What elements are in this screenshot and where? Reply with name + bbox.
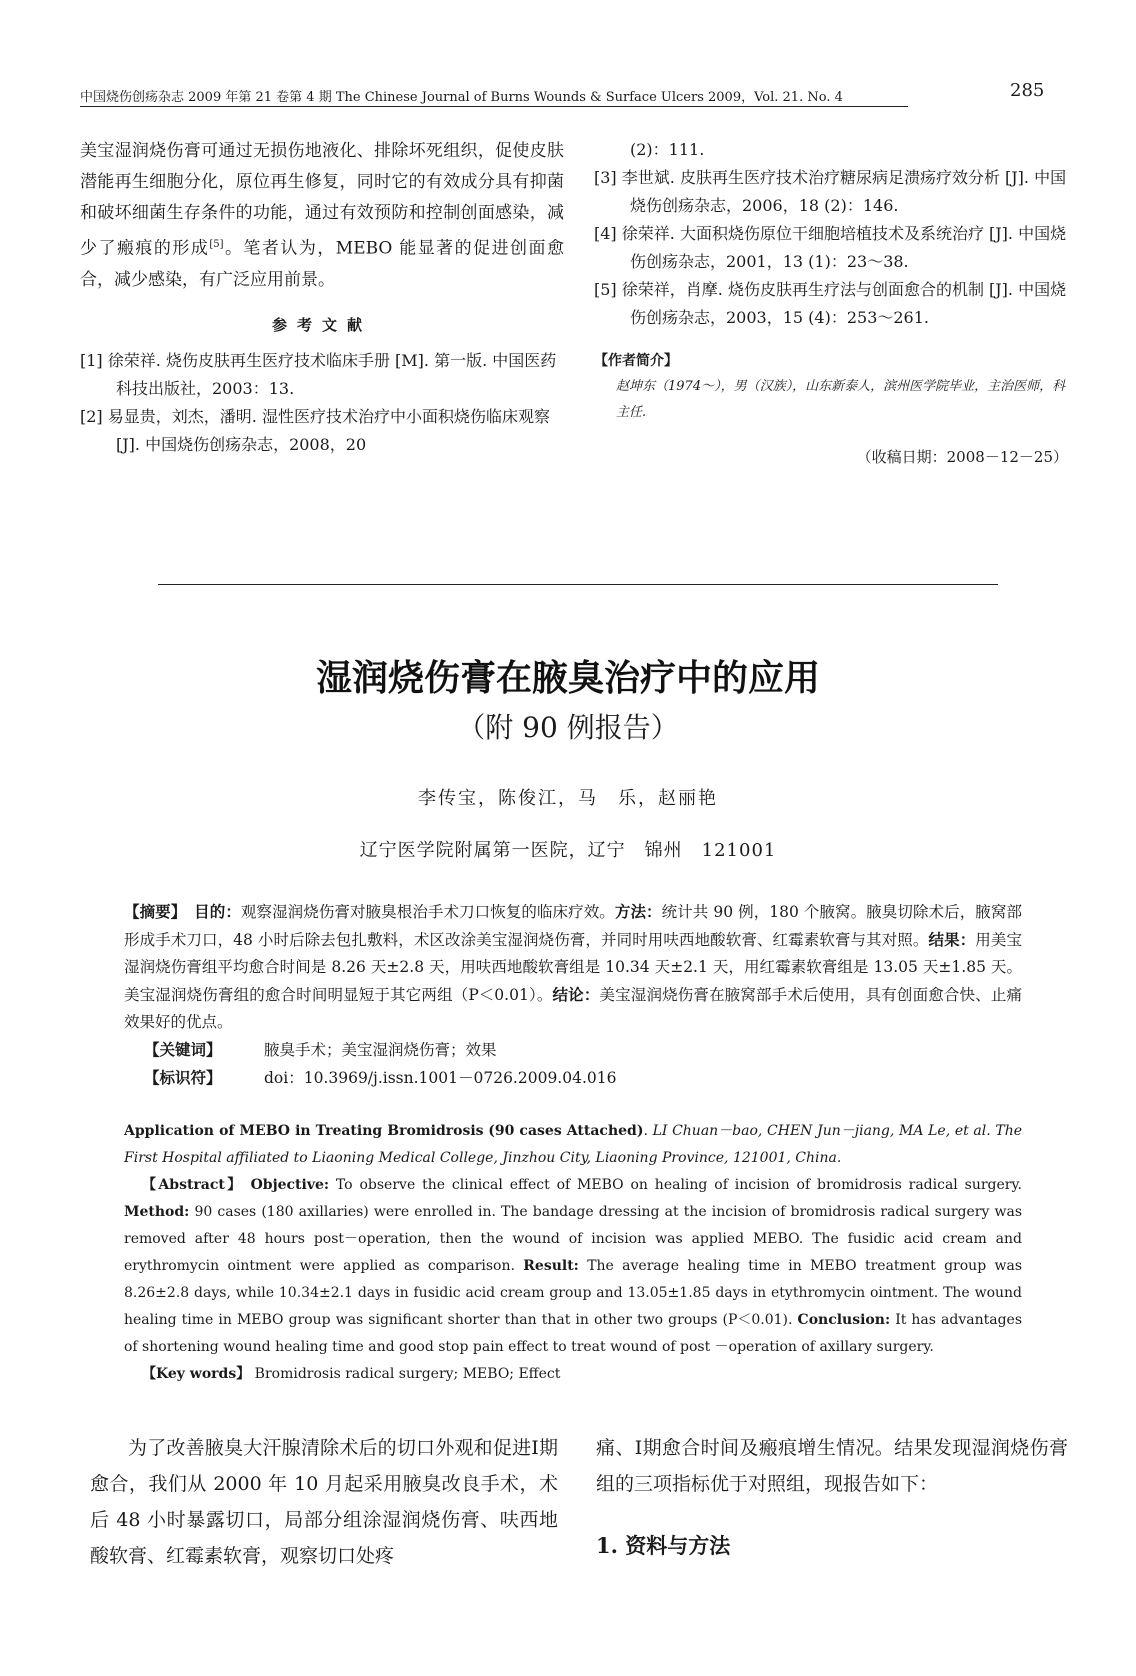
doi-text: doi：10.3969/j.issn.1001－0726.2009.04.016 (264, 1069, 617, 1087)
english-title-line (124, 1118, 1022, 1172)
english-keywords-label: 【Key words】 (142, 1366, 251, 1382)
reference-item (594, 220, 1068, 276)
result-text: 用美宝湿润烧伤膏组平均愈合时间是 8.26 天±2.8 天，用呋西地酸软膏组是 10.34 天±2.1 天，用红霉素软膏组是 13.05 天±1.85 天。美宝湿润烧伤膏组的愈合时间明显短于其它两组（P＜0.01）。 (124, 931, 1022, 1004)
english-objective-label: Objective: (250, 1177, 330, 1193)
result-label: 结果： (928, 930, 976, 949)
reference-item (594, 276, 1068, 332)
conclusion-text: 美宝湿润烧伤膏在腋窝部手术后使用，具有创面愈合快、止痛效果好的优点。 (124, 986, 1022, 1031)
reference-item (80, 347, 564, 403)
english-title: Application of MEBO in Treating Bromidrosis (124, 1123, 484, 1139)
english-conclusion-label: Conclusion: (797, 1312, 891, 1328)
header-rule (80, 106, 908, 107)
english-abstract-body (124, 1172, 1022, 1361)
reference-label: [1] (80, 350, 103, 370)
article-title: 湿润烧伤膏在腋臭治疗中的应用 (315, 658, 820, 699)
english-method-text: 90 cases (180 axillaries) were enrolled in. The bandage dressing at the incision of bromidrosis radical surgery was removed after 48 hours post－operation, then the wound of incision was applied MEBO. The fusidic acid cream and erythromycin ointment were applied as comparison. (124, 1204, 1022, 1274)
english-title-paren: (90 cases Attached) (488, 1123, 644, 1139)
reference-label: [2] (80, 406, 103, 426)
english-keywords-row (124, 1361, 1022, 1388)
reference-label: [4] (594, 224, 617, 243)
running-head: 中国烧伤创疡杂志 2009 年第 21 卷第 4 期 The Chinese Journal of Burns Wounds & Surface Ulcers 2009，Vol. 21. No. 4 (80, 90, 843, 105)
keywords-label: 【关键词】 (144, 1040, 222, 1059)
reference-label: [3] (594, 168, 617, 187)
prev-article-right-column (594, 136, 1068, 467)
author-bio-title: 【作者简介】 (594, 353, 678, 369)
prev-paragraph-end: 。笔者认为，MEBO 能显著的促进创面愈合，减少感染，有广泛应用前景。 (80, 238, 565, 290)
article-subtitle: （附 90 例报告） (457, 711, 679, 744)
reference-item (80, 403, 564, 459)
prev-article-left-column (80, 136, 564, 459)
prev-paragraph-text: 美宝湿润烧伤膏可通过无损伤地液化、排除坏死组织，促使皮肤潜能再生细胞分化，原位再生修复，同时它的有效成分具有抑菌和破坏细菌生存条件的功能，通过有效预防和控制创面感染，减少了瘢痕的形成 (80, 141, 564, 259)
english-abstract-label: 【Abstract】 (142, 1177, 244, 1193)
reference-item (594, 164, 1068, 220)
conclusion-label: 结论： (552, 985, 600, 1004)
keywords-row (124, 1036, 1022, 1064)
english-keywords-text: Bromidrosis radical surgery; MEBO; Effect (250, 1366, 561, 1382)
author-bio: 赵坤东（1974～），男（汉族），山东新泰人，滨州医学院毕业，主治医师，科主任. (616, 379, 1066, 420)
reference-continuation: (2)：111. (630, 140, 705, 159)
article-affiliation: 辽宁医学院附属第一医院，辽宁 锦州 121001 (359, 840, 777, 861)
english-result-text: The average healing time in MEBO treatment group was 8.26±2.8 days, while 10.34±2.1 days in fusidic acid cream group and 13.05±1.85 days in etythromycin ointment. The wound healing time in MEBO group was significant shorter than that in other two groups (P＜0.01). (124, 1258, 1023, 1328)
objective-label: 目的： (194, 902, 241, 921)
body-paragraph: 为了改善腋臭大汗腺清除术后的切口外观和促进Ⅰ期愈合，我们从 2000 年 10 月起采用腋臭改良手术，术后 48 小时暴露切口，局部分组涂湿润烧伤膏、呋西地酸软膏、红霉素软膏，观察切口处疼 (90, 1437, 558, 1567)
prev-article-paragraph (80, 136, 564, 296)
english-authors-affiliation: . LI Chuan－bao, CHEN Jun－jiang, MA Le, et al. The First Hospital affiliated to Liaoning Medical College, Jinzhou City, Liaoning Province, 121001, China. (124, 1123, 1023, 1166)
abstract-body (124, 898, 1022, 1036)
body-left-column (90, 1430, 558, 1574)
citation-superscript: [5] (209, 239, 224, 250)
reference-label: [5] (594, 280, 617, 299)
reference-text: 易显贵，刘杰，潘明. 湿性医疗技术治疗中小面积烧伤临床观察 [J]. 中国烧伤创疡杂志，2008，20 (107, 406, 550, 454)
reference-text: 徐荣祥. 烧伤皮肤再生医疗技术临床手册 [M]. 第一版. 中国医药科技出版社，2003：13. (107, 350, 557, 398)
method-label: 方法： (614, 902, 662, 921)
english-objective-text: To observe the clinical effect of MEBO on healing of incision of bromidrosis radical surgery. (329, 1177, 1022, 1193)
objective-text: 观察湿润烧伤膏对腋臭根治手术刀口恢复的临床疗效。 (240, 903, 615, 921)
received-date: （收稿日期：2008－12－25） (856, 448, 1068, 466)
abstract-chinese (124, 898, 1022, 1092)
abstract-label: 【摘要】 (124, 902, 179, 921)
article-authors: 李传宝，陈俊江，马 乐，赵丽艳 (418, 788, 718, 809)
method-text: 统计共 90 例，180 个腋窝。腋臭切除术后，腋窝部形成手术刀口，48 小时后除去包扎敷料，术区改涂美宝湿润烧伤膏，并同时用呋西地酸软膏、红霉素软膏与其对照。 (124, 903, 1022, 949)
keywords-text: 腋臭手术；美宝湿润烧伤膏；效果 (264, 1041, 497, 1059)
article-divider (158, 584, 998, 585)
english-result-label: Result: (523, 1258, 579, 1274)
reference-text: 李世斌. 皮肤再生医疗技术治疗糖尿病足溃疡疗效分析 [J]. 中国烧伤创疡杂志，2006，18 (2)：146. (621, 168, 1067, 215)
english-method-label: Method: (124, 1204, 190, 1220)
section-heading: 1. 资料与方法 (596, 1533, 731, 1558)
doi-label: 【标识符】 (144, 1068, 222, 1087)
references-title: 参考文献 (271, 315, 372, 334)
body-right-column (596, 1430, 1068, 1560)
reference-text: 徐荣祥. 大面积烧伤原位干细胞培植技术及系统治疗 [J]. 中国烧伤创疡杂志，2001，13 (1)：23～38. (621, 224, 1067, 271)
english-conclusion-text: It has advantages of shortening wound healing time and good stop pain effect to treat wound of post －operation of axillary surgery. (124, 1312, 1023, 1355)
abstract-english (124, 1118, 1022, 1388)
reference-text: 徐荣祥，肖摩. 烧伤皮肤再生疗法与创面愈合的机制 [J]. 中国烧伤创疡杂志，2003，15 (4)：253～261. (621, 280, 1067, 327)
page-number: 285 (1010, 80, 1045, 101)
doi-row (124, 1064, 1022, 1092)
body-paragraph-continued: 痛、Ⅰ期愈合时间及瘢痕增生情况。结果发现湿润烧伤膏组的三项指标优于对照组，现报告如下： (596, 1437, 1068, 1495)
